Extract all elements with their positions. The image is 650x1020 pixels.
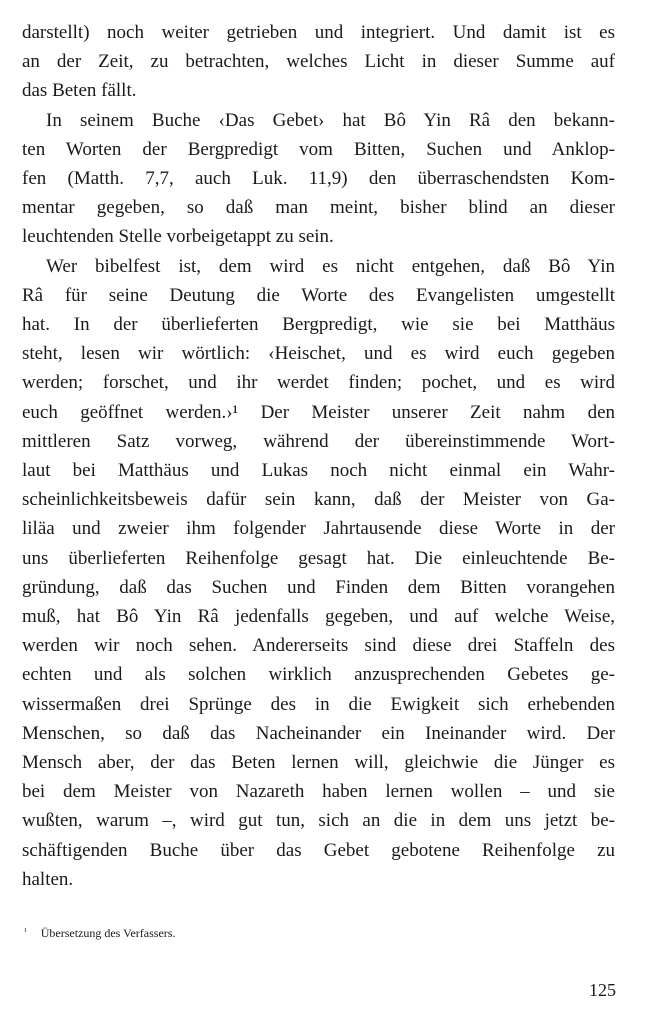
text-line: leuchtenden Stelle vorbeigetappt zu sein. (22, 226, 334, 248)
text-line: an der Zeit, zu betrachten, welches Licht in dieser Summe auf (22, 51, 615, 73)
text-line: euch geöffnet werden.›¹ Der Meister unserer Zeit nahm den (22, 401, 615, 423)
text-line: Mensch aber, der das Beten lernen will, gleichwie die Jünger es (22, 752, 615, 774)
text-line: laut bei Matthäus und Lukas noch nicht einmal ein Wahr- (22, 460, 615, 482)
text-line: darstellt) noch weiter getrieben und integriert. Und damit ist es (22, 22, 615, 43)
page-number: 125 (589, 980, 616, 1000)
text-line: uns überlieferten Reihenfolge gesagt hat. Die einleuchtende Be- (22, 547, 615, 569)
text-line: mittleren Satz vorweg, während der übereinstimmende Wort- (22, 430, 615, 452)
text-line: scheinlichkeitsbeweis dafür sein kann, daß der Meister von Ga- (22, 489, 615, 511)
text-line: gründung, daß das Suchen und Finden dem Bitten vorangehen (22, 576, 615, 598)
text-line: bei dem Meister von Nazareth haben lernen wollen – und sie (22, 781, 615, 803)
footnote-mark: ¹ (24, 926, 27, 936)
text-line: liläa und zweier ihm folgender Jahrtausende diese Worte in der (22, 518, 615, 540)
text-line: wissermaßen drei Sprünge des in die Ewigkeit sich erhebenden (22, 693, 615, 715)
paragraph (22, 18, 615, 106)
text-line: steht, lesen wir wörtlich: ‹Heischet, und es wird euch gegeben (22, 343, 615, 365)
text-line: Menschen, so daß das Nacheinander ein Ineinander wird. Der (22, 722, 615, 744)
text-line: wußten, warum –, wird gut tun, sich an die in dem uns jetzt be- (22, 810, 615, 832)
text-line: In seinem Buche ‹Das Gebet› hat Bô Yin Râ den bekann- (46, 109, 615, 131)
footnote-text: Übersetzung des Verfassers. (40, 926, 176, 940)
text-line: mentar gegeben, so daß man meint, bisher blind an dieser (22, 197, 615, 219)
paragraph (22, 106, 615, 252)
text-line: echten und als solchen wirklich anzusprechenden Gebetes ge- (22, 664, 615, 686)
text-line: Râ für seine Deutung die Worte des Evangelisten umgestellt (22, 284, 615, 306)
text-line: halten. (22, 868, 74, 890)
text-line: das Beten fällt. (22, 80, 137, 102)
text-line: muß, hat Bô Yin Râ jedenfalls gegeben, und auf welche Weise, (22, 606, 615, 628)
body-text (22, 18, 615, 894)
footnote (24, 923, 175, 941)
text-line: werden wir noch sehen. Andererseits sind diese drei Staffeln des (22, 635, 615, 657)
text-line: schäftigenden Buche über das Gebet gebotene Reihenfolge zu (22, 839, 615, 861)
text-line: hat. In der überlieferten Bergpredigt, wie sie bei Matthäus (22, 314, 615, 336)
text-line: fen (Matth. 7,7, auch Luk. 11,9) den überraschendsten Kom- (22, 168, 615, 190)
text-line: Wer bibelfest ist, dem wird es nicht entgehen, daß Bô Yin (46, 255, 615, 277)
text-line: ten Worten der Bergpredigt vom Bitten, Suchen und Anklop- (22, 138, 615, 160)
paragraph (22, 252, 615, 894)
text-line: werden; forschet, und ihr werdet finden; pochet, und es wird (22, 372, 615, 394)
